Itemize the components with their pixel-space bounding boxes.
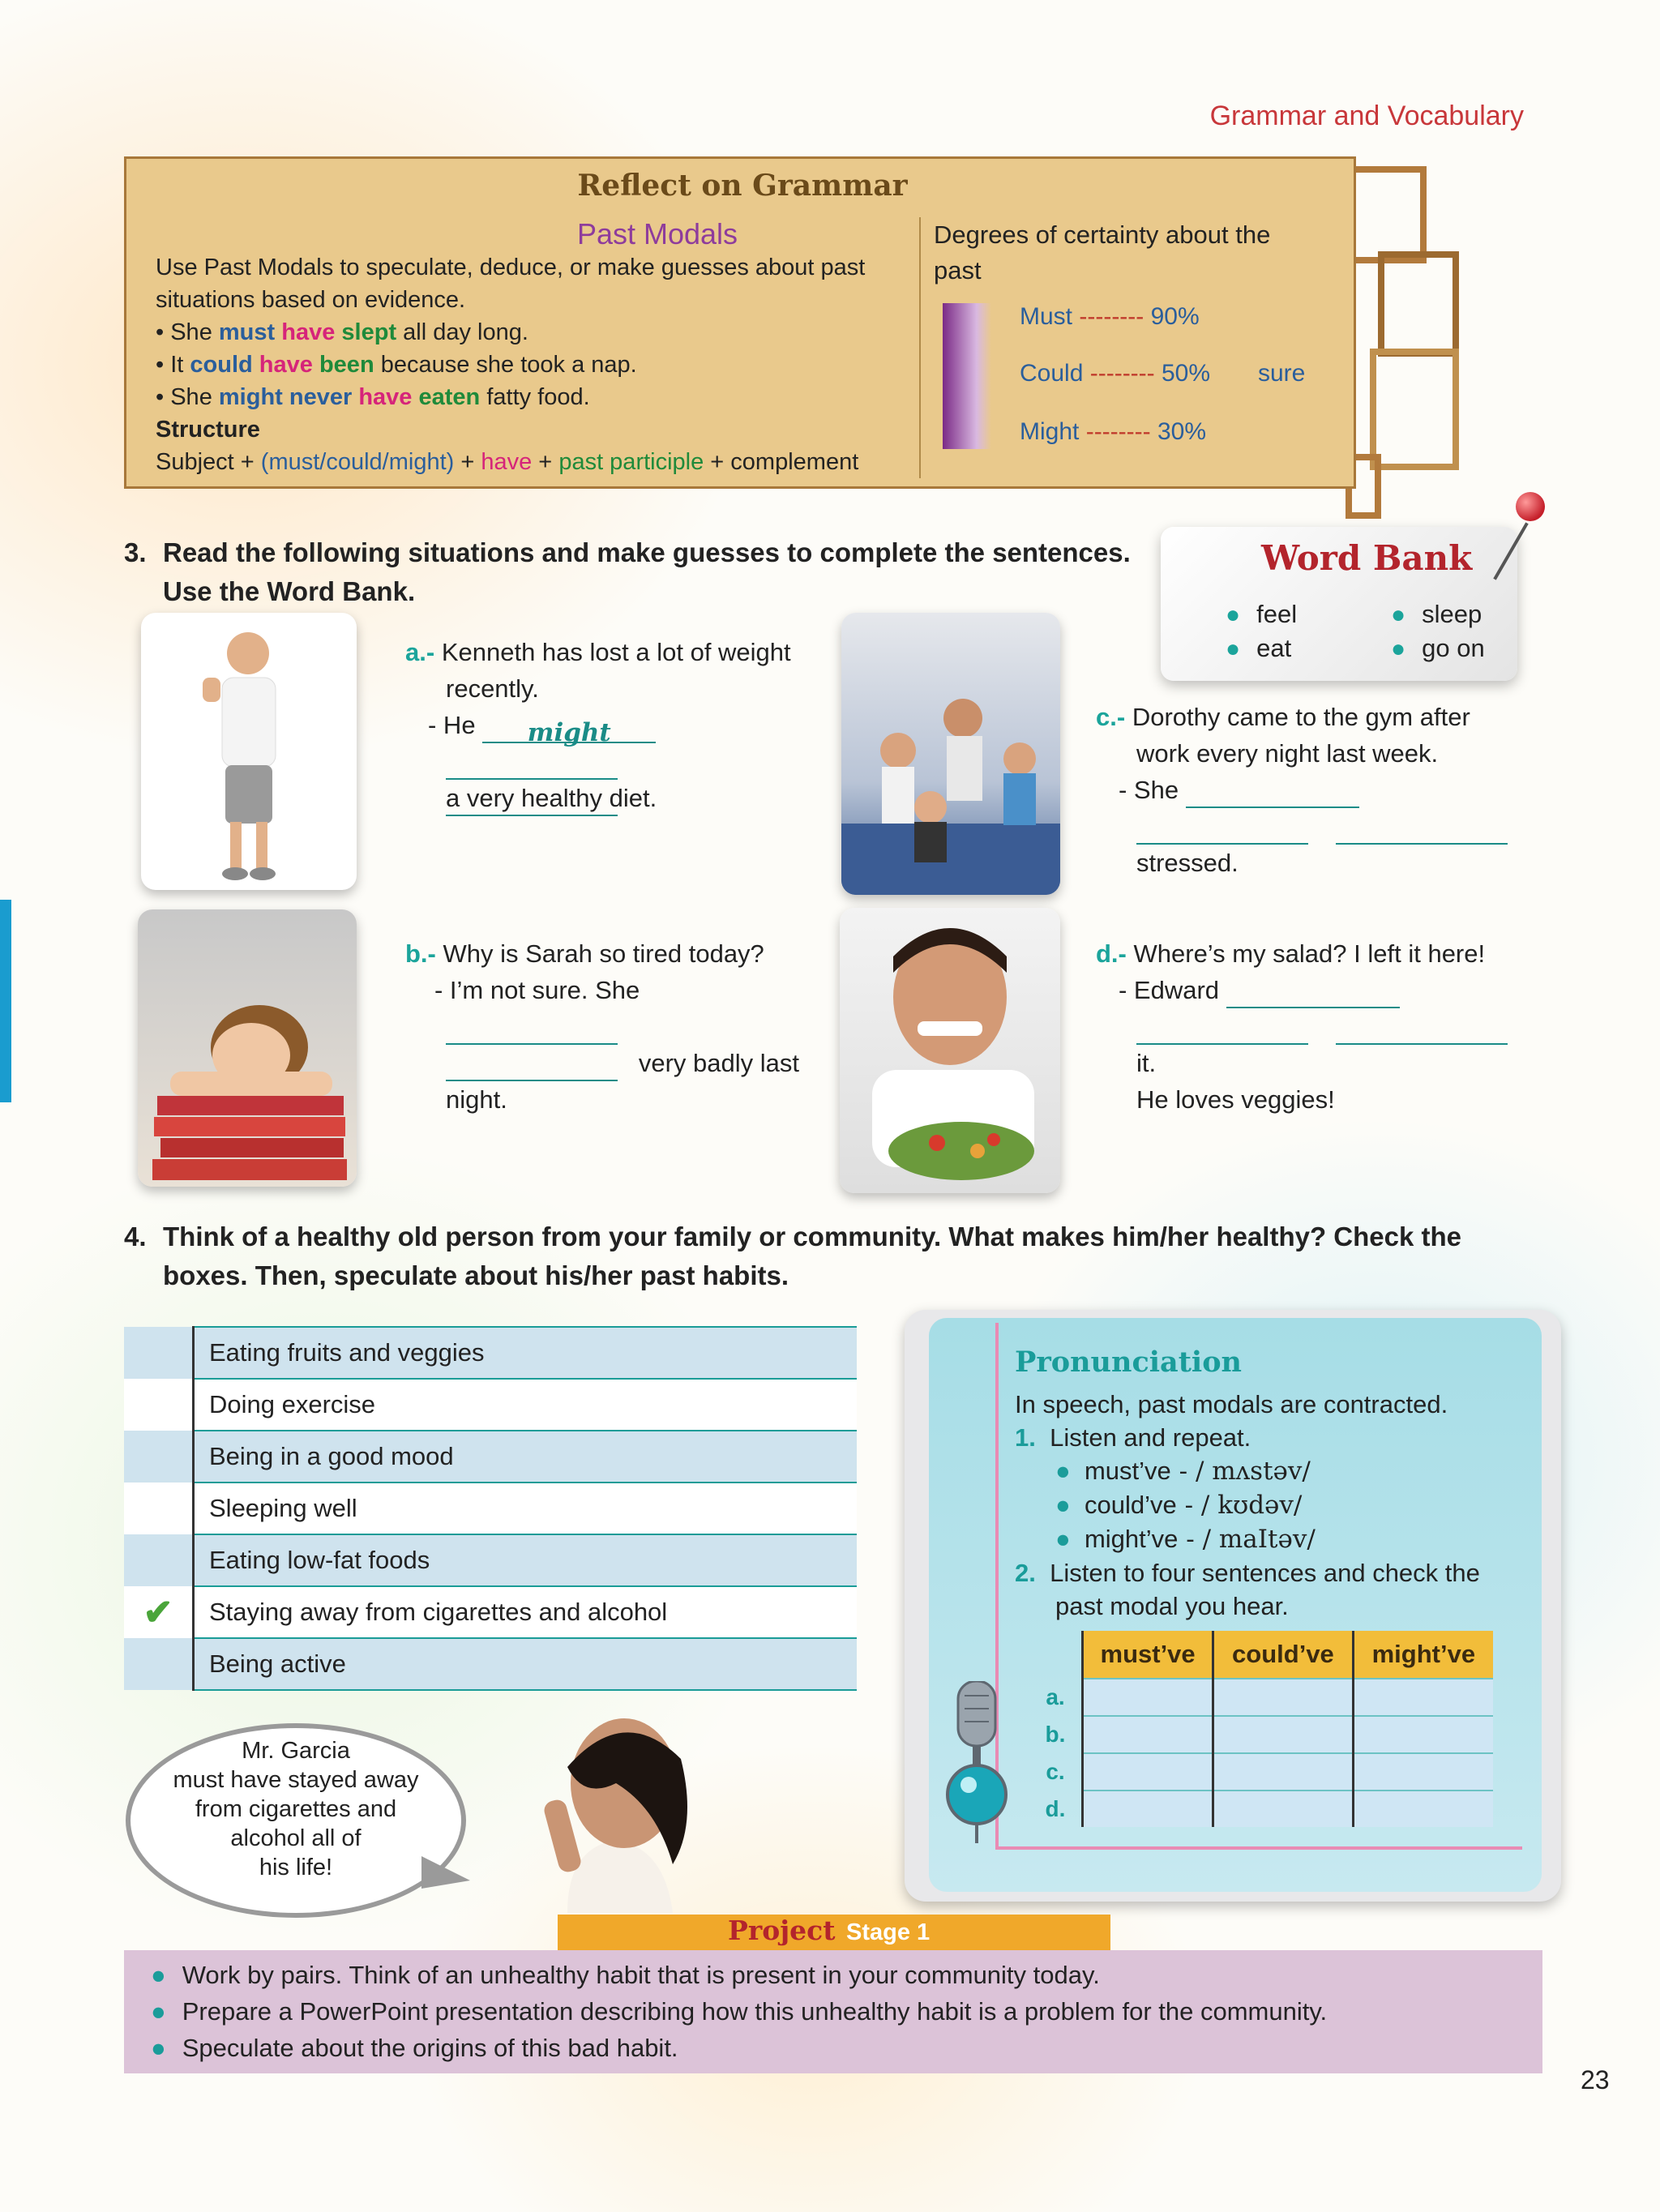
answer-cell[interactable]: [1353, 1791, 1493, 1827]
answer-cell[interactable]: [1213, 1753, 1354, 1791]
question-d: d.- Where’s my salad? I left it here! - Edward it. He loves veggies!: [1096, 935, 1550, 1118]
reflect-on-grammar-box: [124, 156, 1356, 489]
structure-label: Structure: [156, 417, 260, 443]
table-corner: [1029, 1631, 1083, 1679]
answer-blank[interactable]: [1186, 779, 1359, 808]
pushpin-icon: [1516, 492, 1545, 521]
microphone-icon: [940, 1681, 1013, 1843]
certainty-must: Must -------- 90%: [1020, 303, 1200, 330]
question-c: c.- Dorothy came to the gym after work every night last week. - She stressed.: [1096, 699, 1517, 881]
row-label: c.: [1046, 1759, 1065, 1784]
answer-cell[interactable]: [1213, 1679, 1354, 1716]
checklist-label: Sleeping well: [194, 1483, 858, 1534]
checklist-label: Being in a good mood: [194, 1431, 858, 1483]
photo-gym-stretching: [841, 613, 1060, 895]
pronunciation-answer-table: [1029, 1631, 1493, 1827]
checklist-row: [124, 1534, 857, 1586]
decorative-frame: [1370, 349, 1459, 470]
answer-cell[interactable]: [1213, 1791, 1354, 1827]
sample-answer: might: [527, 718, 611, 747]
healthy-habits-checklist: [124, 1326, 857, 1691]
word-bank-item: ● feel: [1226, 600, 1298, 628]
answer-cell[interactable]: [1353, 1753, 1493, 1791]
table-row: [1029, 1716, 1493, 1753]
checklist-label: Being active: [194, 1638, 858, 1690]
side-accent-bar: [0, 900, 11, 1102]
structure-formula: Subject + (must/could/might) + have + past participle + complement: [156, 449, 859, 475]
answer-blank[interactable]: [1336, 815, 1508, 845]
degrees-of-certainty-title: Degrees of certainty about the past: [934, 220, 1271, 285]
answer-blank[interactable]: [446, 751, 618, 780]
answer-blank[interactable]: [446, 1052, 618, 1081]
checklist-label: Eating low-fat foods: [194, 1534, 858, 1586]
column-header: could’ve: [1213, 1631, 1354, 1679]
checklist-row: [124, 1638, 857, 1690]
checklist-row: [124, 1586, 857, 1638]
answer-blank[interactable]: [1336, 1016, 1508, 1045]
checkbox[interactable]: [124, 1586, 194, 1638]
word-bank-title: Word Bank: [1261, 538, 1473, 578]
exercise-3-instruction: Read the following situations and make guesses to complete the sentences. Use the Word Bank.: [163, 537, 1131, 606]
section-title: Grammar and Vocabulary: [1209, 101, 1524, 131]
decorative-frame: [1378, 251, 1459, 357]
question-b: b.- Why is Sarah so tired today? - I’m not sure. She very badly last night.: [405, 939, 799, 1114]
word-bank-item: ● go on: [1391, 634, 1485, 662]
checkbox[interactable]: [124, 1483, 194, 1534]
example-1: • She must have slept all day long.: [156, 319, 528, 345]
past-modals-title: Past Modals: [576, 217, 738, 250]
photo-man-eating-salad: [840, 908, 1060, 1193]
answer-cell[interactable]: [1353, 1716, 1493, 1753]
photo-sleeping-girl: [138, 909, 357, 1187]
word-bank-item: ● eat: [1226, 634, 1292, 662]
answer-cell[interactable]: [1353, 1679, 1493, 1716]
certainty-sure-label: sure: [1258, 360, 1306, 387]
word-bank-item: ● sleep: [1391, 600, 1482, 628]
checklist-label: Doing exercise: [194, 1379, 858, 1431]
table-row: [1029, 1679, 1493, 1716]
exercise-4-number: 4.: [124, 1222, 147, 1251]
column-header: might’ve: [1353, 1631, 1493, 1679]
checkbox[interactable]: [124, 1638, 194, 1690]
answer-cell[interactable]: [1213, 1716, 1354, 1753]
checkbox[interactable]: [124, 1327, 194, 1379]
answer-blank[interactable]: [446, 1016, 618, 1045]
list-item: ● Speculate about the origins of this bad habit.: [151, 2034, 678, 2062]
column-header: must’ve: [1083, 1631, 1213, 1679]
answer-blank[interactable]: [482, 714, 656, 747]
answer-cell[interactable]: [1083, 1679, 1213, 1716]
past-modals-explanation: [156, 251, 974, 478]
grammar-divider: [919, 217, 921, 478]
exercise-4-instruction: Think of a healthy old person from your family or community. What makes him/her healthy? Check the boxes. Then, speculate about his/her past habits.: [163, 1222, 1462, 1290]
table-row: [1029, 1791, 1493, 1827]
row-label: b.: [1045, 1722, 1066, 1747]
checkmark-icon: ✔: [143, 1592, 173, 1632]
pronunciation-text: In speech, past modals are contracted. 1. Listen and repeat. ● must’ve - / mʌstəv/ ● could’ve - / kʊdəv/ ● might’ve - / maItəv/ 2. Listen to four sentences and check the past modal you hear.: [1015, 1390, 1480, 1620]
row-label: a.: [1046, 1684, 1065, 1709]
example-3: • She might never have eaten fatty food.: [156, 384, 590, 410]
page-number: 23: [1581, 2065, 1610, 2094]
exercise-3-number: 3.: [124, 537, 147, 567]
checklist-label: Eating fruits and veggies: [194, 1327, 858, 1379]
decorative-line: [995, 1846, 1522, 1850]
checkbox[interactable]: [124, 1431, 194, 1483]
checklist-row: [124, 1379, 857, 1431]
list-item: ● Prepare a PowerPoint presentation describing how this unhealthy habit is a problem for the community.: [151, 1997, 1328, 2026]
project-list: [151, 1957, 1327, 2066]
grammar-box-title: Reflect on Grammar: [577, 169, 908, 203]
project-title: Project: [728, 1915, 836, 1946]
speech-bubble-text: Mr. Garcia must have stayed away from cigarettes and alcohol all of his life!: [173, 1738, 419, 1880]
pronunciation-title: Pronunciation: [1015, 1346, 1242, 1379]
project-stage: Stage 1: [846, 1919, 931, 1945]
checklist-row: [124, 1483, 857, 1534]
answer-blank[interactable]: [1136, 815, 1308, 845]
certainty-gradient-bar: [943, 303, 991, 449]
table-row: [1029, 1753, 1493, 1791]
answer-cell[interactable]: [1083, 1791, 1213, 1827]
example-2: • It could have been because she took a nap.: [156, 352, 637, 378]
photo-thinking-woman: [470, 1710, 762, 1913]
answer-blank[interactable]: [1226, 979, 1400, 1008]
answer-cell[interactable]: [1083, 1716, 1213, 1753]
row-label: d.: [1045, 1795, 1066, 1821]
checklist-row: [124, 1327, 857, 1379]
checklist-row: [124, 1431, 857, 1483]
certainty-might: Might -------- 30%: [1020, 418, 1207, 445]
list-item: ● Work by pairs. Think of an unhealthy habit that is present in your community today.: [151, 1961, 1100, 1989]
intro-text: Use Past Modals to speculate, deduce, or make guesses about past situations based on evidence.: [156, 255, 866, 313]
photo-boy-standing: [141, 613, 357, 890]
certainty-could: Could -------- 50%: [1020, 360, 1211, 387]
answer-blank[interactable]: [1136, 1016, 1308, 1045]
question-a: a.- Kenneth has lost a lot of weight recently. - He might a very healthy diet.: [405, 634, 811, 816]
answer-cell[interactable]: [1083, 1753, 1213, 1791]
checkbox[interactable]: [124, 1534, 194, 1586]
checkbox[interactable]: [124, 1379, 194, 1431]
checklist-label: Staying away from cigarettes and alcohol: [194, 1586, 858, 1638]
